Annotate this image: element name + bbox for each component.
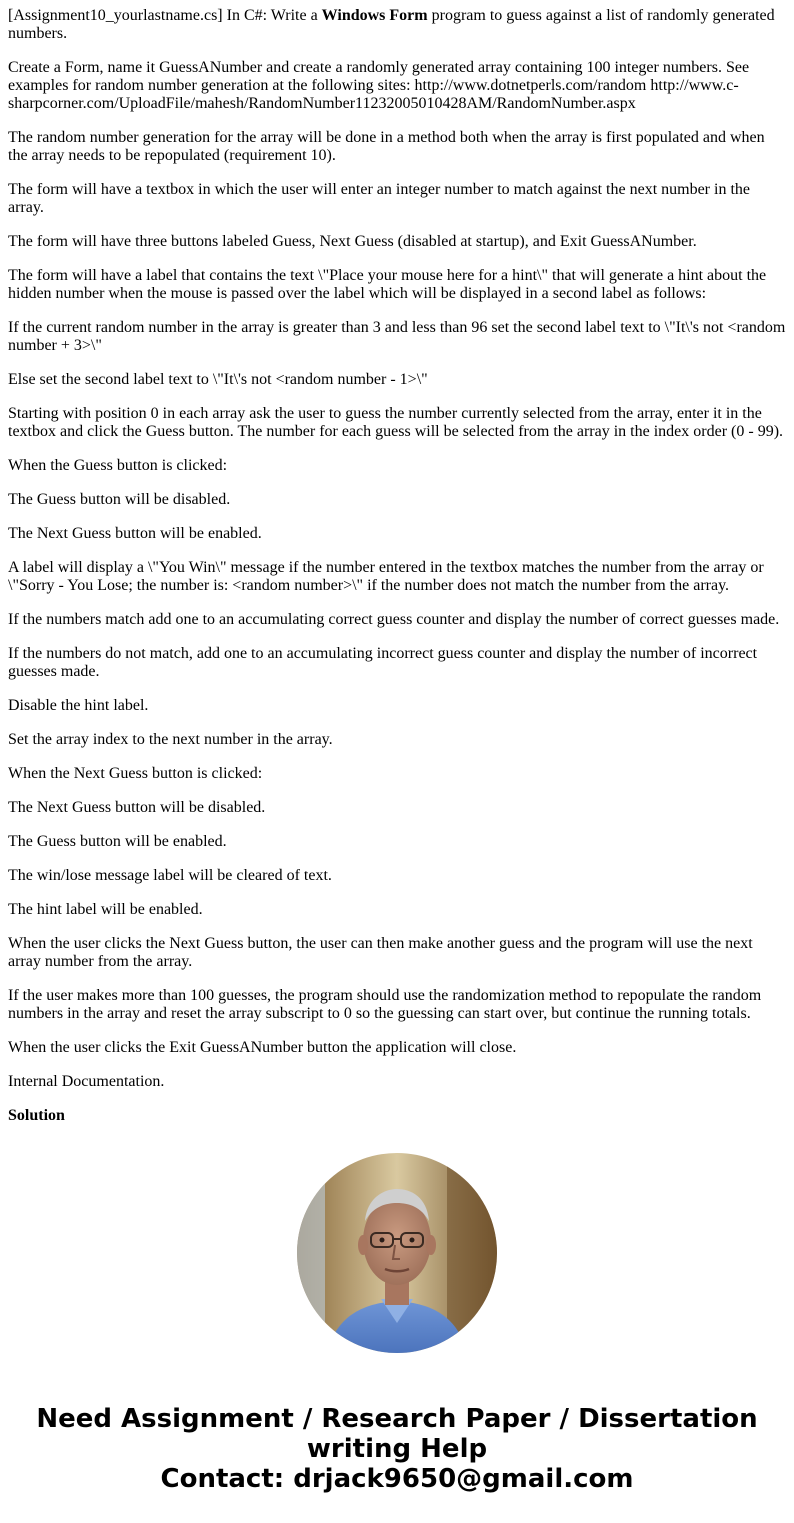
question-content (8, 7, 788, 1123)
question-paragraph: The Next Guess button will be disabled. (8, 799, 266, 816)
promo-line: writing Help (306, 1434, 488, 1464)
question-intro (8, 7, 788, 43)
question-paragraph: When the user clicks the Exit GuessANumber button the application will close. (8, 1039, 517, 1056)
question-paragraph: Disable the hint label. (8, 697, 149, 714)
question-paragraph: A label will display a \"You Win\" message if the number entered in the textbox matches the number from the array or \"Sorry - You Lose; the number is: <random number>\" if the number does not match the number from the array. (8, 559, 764, 594)
promo-banner (0, 1404, 794, 1494)
question-paragraph: When the user clicks the Next Guess button, the user can then make another guess and the program will use the next array number from the array. (8, 935, 753, 970)
question-paragraph: If the user makes more than 100 guesses, the program should use the randomization method to repopulate the random numbers in the array and reset the array subscript to 0 so the guessing can start over, but continue the running totals. (8, 987, 762, 1022)
question-paragraph: Create a Form, name it GuessANumber and create a randomly generated array containing 100 integer numbers. See examples for random number generation at the following sites: http://www.dotnetperls.com/random http://www.c-sharpcorner.com/UploadFile/mahesh/RandomNumber11232005010428AM/RandomNumber.aspx (8, 59, 750, 112)
question-paragraph: Starting with position 0 in each array ask the user to guess the number currently selected from the array, enter it in the textbox and click the Guess button. The number for each guess will be selected from the array in the index order (0 - 99). (8, 405, 784, 440)
solution-heading: Solution (8, 1107, 65, 1123)
question-paragraph: The win/lose message label will be cleared of text. (8, 867, 332, 884)
question-paragraph: Set the array index to the next number in the array. (8, 731, 333, 748)
promo-contact: Contact: drjack9650@gmail.com (160, 1464, 634, 1494)
question-paragraph: The Guess button will be disabled. (8, 491, 231, 508)
question-paragraph: The Next Guess button will be enabled. (8, 525, 262, 542)
intro-suffix: program to guess against a list of randomly generated numbers. (8, 7, 775, 42)
question-paragraph: The random number generation for the array will be done in a method both when the array is first populated and when the array needs to be repopulated (requirement 10). (8, 129, 765, 164)
question-paragraph: If the numbers match add one to an accumulating correct guess counter and display the number of correct guesses made. (8, 611, 780, 628)
intro-bold: Windows Form (321, 7, 428, 24)
question-paragraph: The form will have a label that contains the text \"Place your mouse here for a hint\" that will generate a hint about the hidden number when the mouse is passed over the label which will be displayed in a second label as follows: (8, 267, 767, 302)
question-paragraph: The form will have a textbox in which the user will enter an integer number to match against the next number in the array. (8, 181, 750, 216)
question-paragraph: When the Guess button is clicked: (8, 457, 228, 474)
question-paragraph: Else set the second label text to \"It\'s not <random number - 1>\" (8, 371, 428, 388)
author-portrait-icon (297, 1153, 497, 1353)
question-paragraph: The form will have three buttons labeled Guess, Next Guess (disabled at startup), and Exit GuessANumber. (8, 233, 697, 250)
question-paragraph: The hint label will be enabled. (8, 901, 203, 918)
author-avatar (297, 1153, 497, 1353)
question-paragraph: When the Next Guess button is clicked: (8, 765, 263, 782)
question-paragraph: If the current random number in the array is greater than 3 and less than 96 set the second label text to \"It\'s not <random number + 3>\" (8, 319, 786, 354)
question-paragraph: Internal Documentation. (8, 1073, 165, 1090)
intro-prefix: [Assignment10_yourlastname.cs] In C#: Write a (8, 7, 322, 24)
promo-line: Need Assignment / Research Paper / Dissertation (36, 1404, 758, 1434)
question-paragraph: If the numbers do not match, add one to an accumulating incorrect guess counter and display the number of incorrect guesses made. (8, 645, 758, 680)
question-paragraph: The Guess button will be enabled. (8, 833, 227, 850)
